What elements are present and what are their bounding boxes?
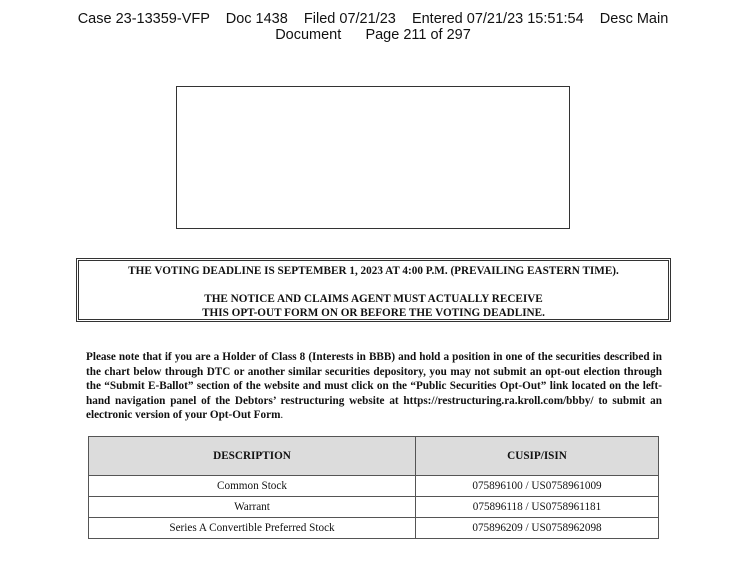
voting-deadline-box (76, 258, 671, 322)
table-row (89, 476, 659, 497)
cusip-cell: 075896118 / US0758961181 (416, 497, 659, 518)
table-row (89, 518, 659, 539)
notice-end: . (280, 409, 284, 421)
opt-out-deadline-text: THIS OPT-OUT FORM ON OR BEFORE THE VOTING DEADLINE. (202, 307, 545, 319)
notice-paragraph (86, 350, 662, 423)
agent-receive-text: THE NOTICE AND CLAIMS AGENT MUST ACTUALLY RECEIVE (204, 293, 543, 305)
column-header-cusip: CUSIP/ISIN (416, 437, 659, 476)
description-cell: Common Stock (89, 476, 416, 497)
notice-text: Please note that if you are a Holder of Class 8 (Interests in BBB) and hold a position in one of the securities described in the chart below through DTC or another similar securities depository, you may not submit an opt-out election through the “Submit E-Ballot” section of the website and must click on the “Public Securities Opt-Out” link located on the left-hand navigation panel of the Debtors’ restructuring website at https://restructuring.ra.kroll.com/bbby/ to submit an electronic version of your Opt-Out Form (86, 351, 662, 421)
voting-deadline-text: THE VOTING DEADLINE IS SEPTEMBER 1, 2023 AT 4:00 P.M. (PREVAILING EASTERN TIME). (128, 265, 619, 277)
column-header-description: DESCRIPTION (89, 437, 416, 476)
description-cell: Warrant (89, 497, 416, 518)
table-header-row (89, 437, 659, 476)
cusip-cell: 075896209 / US0758962098 (416, 518, 659, 539)
securities-table (88, 436, 659, 539)
case-info-line: Case 23-13359-VFP Doc 1438 Filed 07/21/23 Entered 07/21/23 15:51:54 Desc Main (77, 11, 669, 27)
document-header (0, 11, 746, 43)
blank-box (176, 86, 570, 229)
page-info-line: Document Page 211 of 297 (275, 27, 471, 43)
table-row (89, 497, 659, 518)
cusip-cell: 075896100 / US0758961009 (416, 476, 659, 497)
description-cell: Series A Convertible Preferred Stock (89, 518, 416, 539)
